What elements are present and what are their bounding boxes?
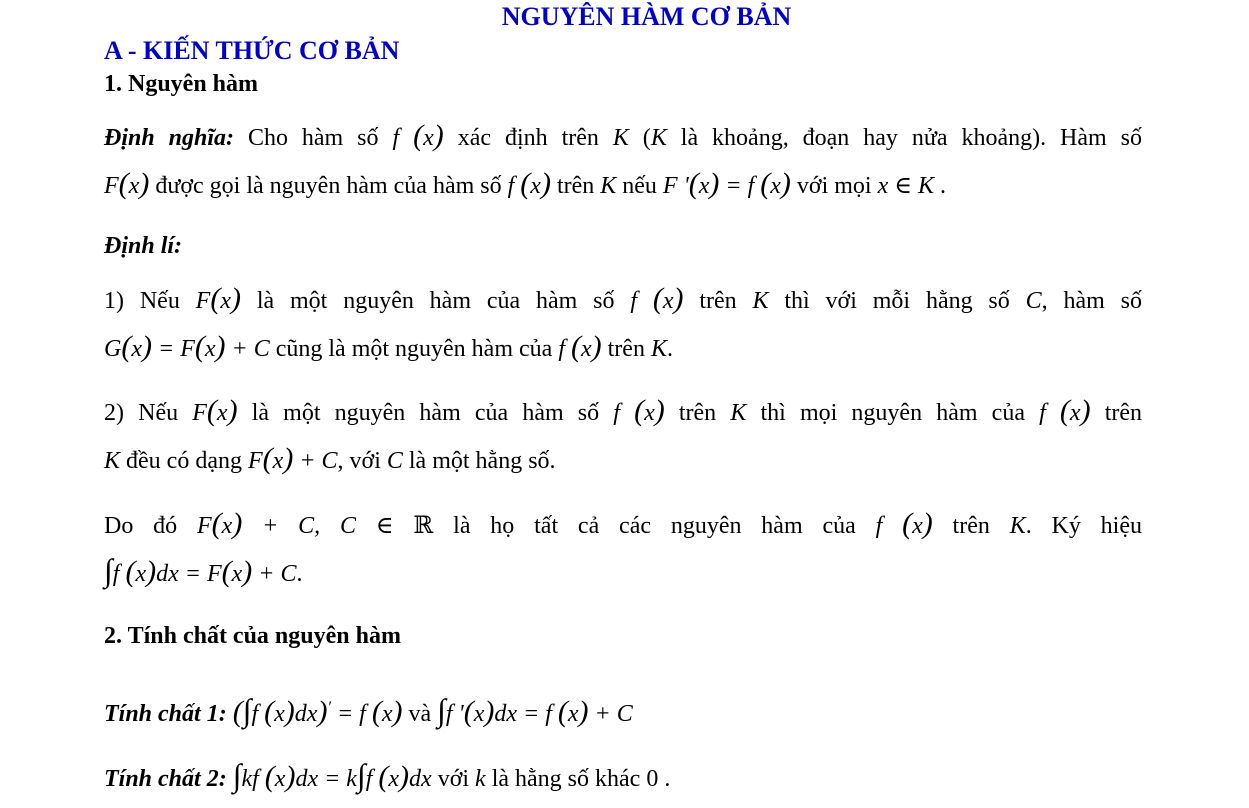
property-2: Tính chất 2: ∫kf (x)dx = k∫f (x)dx với k là hằng số khác 0 .: [104, 757, 671, 793]
page-title: NGUYÊN HÀM CƠ BẢN: [501, 2, 792, 31]
section-heading-a: A - KIẾN THỨC CƠ BẢN: [104, 36, 400, 65]
math-property-1-left: (∫f (x)dx)′ = f (x): [232, 692, 403, 728]
definition-line-1: Định nghĩa: Cho hàm số f (x) xác định trên K (K là khoảng, đoạn hay nửa khoảng). Hàm số: [104, 119, 1142, 152]
theorem-1-line-1: 1) Nếu F(x) là một nguyên hàm của hàm số f (x) trên K thì với mỗi hằng số C, hàm số: [104, 282, 1142, 315]
math-derivative-condition: F '(x) = f (x): [662, 167, 791, 200]
property-2-label: Tính chất 2:: [104, 766, 227, 792]
definition-line-2: F(x) được gọi là nguyên hàm của hàm số f (x) trên K nếu F '(x) = f (x) với mọi x ∈ K .: [104, 167, 947, 200]
theorem-2-line-2: K đều có dạng F(x) + C, với C là một hằng số.: [104, 442, 556, 475]
heading-nguyen-ham: 1. Nguyên hàm: [104, 71, 259, 97]
math-G-equals: G(x) = F(x) + C: [104, 330, 270, 363]
property-1: Tính chất 1: (∫f (x)dx)′ = f (x) và ∫f '(x)dx = f (x) + C: [104, 692, 633, 728]
math-integral-notation: ∫f (x)dx = F(x) + C: [104, 552, 297, 588]
family-line-1: Do đó F(x) + C, C ∈ ℝ là họ tất cả các nguyên hàm của f (x) trên K. Ký hiệu: [104, 507, 1142, 540]
math-F-x: F(x): [104, 167, 150, 200]
theorem-1-line-2: G(x) = F(x) + C cũng là một nguyên hàm của f (x) trên K.: [104, 330, 673, 363]
math-property-1-right: ∫f '(x)dx = f (x) + C: [437, 692, 633, 728]
family-line-2: ∫f (x)dx = F(x) + C.: [104, 552, 303, 588]
math-property-2: ∫kf (x)dx = k∫f (x)dx: [232, 757, 432, 793]
heading-properties: 2. Tính chất của nguyên hàm: [104, 623, 401, 649]
definition-label: Định nghĩa:: [104, 125, 234, 151]
math-f-x: f (x): [392, 119, 444, 152]
theorem-label: Định lí:: [104, 233, 183, 259]
property-1-label: Tính chất 1:: [104, 701, 227, 727]
theorem-2-line-1: 2) Nếu F(x) là một nguyên hàm của hàm số f (x) trên K thì mọi nguyên hàm của f (x) trên: [104, 394, 1143, 427]
